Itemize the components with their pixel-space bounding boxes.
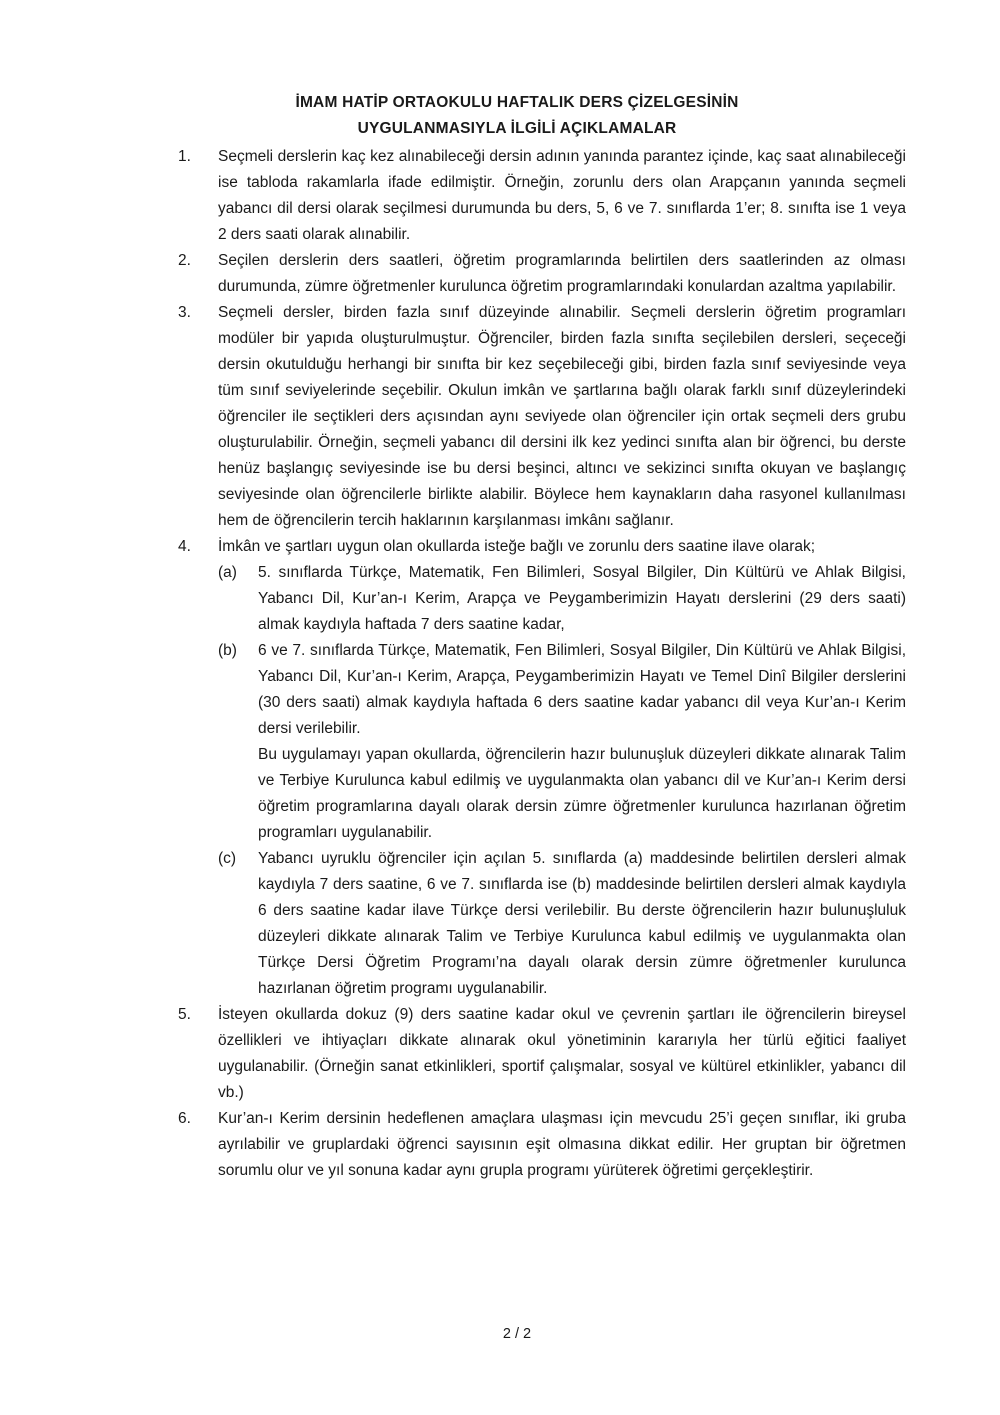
list-item-4 bbox=[178, 534, 906, 560]
subitem-letter: (c) bbox=[218, 850, 237, 867]
subitem-body bbox=[258, 638, 906, 846]
subitem-text: 5. sınıflarda Türkçe, Matematik, Fen Bilimleri, Sosyal Bilgiler, Din Kültürü ve Ahlak Bilgisi, Yabancı Dil, Kur’an-ı Kerim, Arapça ve Peygamberimizin Hayatı derslerini (29 ders saati) almak kaydıyla haftada 7 ders saatine kadar, bbox=[258, 564, 906, 633]
item-text: Kur’an-ı Kerim dersinin hedeflenen amaçlara ulaşması için mevcudu 25’i geçen sınıflar, iki gruba ayrılabilir ve gruplardaki öğrenci sayısının eşit olmasına dikkat edilir. Her gruptan bir öğretmen sorumlu olur ve yıl sonuna kadar aynı grupla programı yürüterek öğretimi gerçekleştirir. bbox=[218, 1110, 906, 1179]
document-content bbox=[128, 90, 906, 1184]
subitem-text-continued: Bu uygulamayı yapan okullarda, öğrencilerin hazır bulunuşluk düzeyleri dikkate alınarak Talim ve Terbiye Kurulunca kabul edilmiş ve uygulanmakta olan yabancı dil ve Kur’an-ı Kerim dersi öğretim programlarına dayalı olarak dersin zümre öğretmenler kurulunca hazırlanan öğretim programları uygulanabilir. bbox=[258, 746, 906, 841]
subitem-b bbox=[218, 638, 906, 846]
item-text: İmkân ve şartları uygun olan okullarda isteğe bağlı ve zorunlu ders saatine ilave olarak; bbox=[218, 538, 816, 555]
list-item-4-subitems bbox=[218, 560, 906, 1002]
title-line-2: UYGULANMASIYLA İLGİLİ AÇIKLAMALAR bbox=[357, 120, 677, 137]
item-number: 3. bbox=[178, 304, 191, 321]
list-item-6 bbox=[178, 1106, 906, 1184]
item-number: 1. bbox=[178, 148, 191, 165]
subitem-c bbox=[218, 846, 906, 1002]
item-text: Seçmeli derslerin kaç kez alınabileceği dersin adının yanında parantez içinde, kaç saat alınabileceği ise tabloda rakamlarla ifade edilmiştir. Örneğin, zorunlu ders olan Arapçanın yanında seçmeli yabancı dil dersi olarak seçilmesi durumunda bu ders, 5, 6 ve 7. sınıflarda 1’er; 8. sınıfta ise 1 veya 2 ders saati olarak alınabilir. bbox=[218, 148, 906, 243]
item-number: 6. bbox=[178, 1110, 191, 1127]
subitem-text: Yabancı uyruklu öğrenciler için açılan 5. sınıflarda (a) maddesinde belirtilen dersleri almak kaydıyla 7 ders saatine, 6 ve 7. sınıflarda ise (b) maddesinde belirtilen dersleri almak kaydıyla 6 ders saatine kadar ilave Türkçe dersi verilebilir. Bu derste öğrencilerin hazır bulunuşluluk düzeyleri dikkate alınarak Talim ve Terbiye Kurulunca kabul edilmiş ve uygulanmakta olan Türkçe Dersi Öğretim Programı’na dayalı olarak dersin zümre öğretmenler kurulunca hazırlanan öğretim programı uygulanabilir. bbox=[258, 850, 906, 997]
list-item-2 bbox=[178, 248, 906, 300]
document-title bbox=[128, 90, 906, 142]
item-text: İsteyen okullarda dokuz (9) ders saatine kadar okul ve çevrenin şartları ile öğrencilerin bireysel özellikleri ve ihtiyaçları dikkate alınarak okul yönetiminin kararıyla her türlü eğitici faaliyet uygulanabilir. (Örneğin sanat etkinlikleri, sportif çalışmalar, sosyal ve kültürel etkinlikler, yabancı dil vb.) bbox=[218, 1006, 906, 1101]
item-number: 2. bbox=[178, 252, 191, 269]
list-item-3 bbox=[178, 300, 906, 534]
subitem-letter: (b) bbox=[218, 642, 237, 659]
title-line-1: İMAM HATİP ORTAOKULU HAFTALIK DERS ÇİZELGESİNİN bbox=[295, 94, 739, 111]
list-item-1 bbox=[178, 144, 906, 248]
subitem-a bbox=[218, 560, 906, 638]
item-text: Seçmeli dersler, birden fazla sınıf düzeyinde alınabilir. Seçmeli derslerin öğretim programları modüler bir yapıda oluşturulmuştur. Öğrenciler, birden fazla sınıfta seçilebilen dersleri, seçeceği dersin okutulduğu herhangi bir sınıfta bir kez seçebileceği gibi, birden fazla sınıf seviyesinde veya tüm sınıf seviyelerinde seçebilir. Okulun imkân ve şartlarına bağlı olarak farklı sınıf düzeylerindeki öğrenciler ile seçtikleri ders açısından aynı seviyede olan öğrenciler için ortak seçmeli ders grubu oluşturulabilir. Örneğin, seçmeli yabancı dil dersini ilk kez yedinci sınıfta alan bir öğrenci, bu derste henüz başlangıç seviyesinde ise bu dersi beşinci, altıncı ve sekizinci sınıfta okuyan ve başlangıç seviyesinde olan öğrencilerle birlikte alabilir. Böylece hem kaynakların daha rasyonel kullanılması hem de öğrencilerin tercih haklarının karşılanması imkânı sağlanır. bbox=[218, 304, 906, 529]
list-item-5 bbox=[178, 1002, 906, 1106]
subitem-text: 6 ve 7. sınıflarda Türkçe, Matematik, Fen Bilimleri, Sosyal Bilgiler, Din Kültürü ve Ahlak Bilgisi, Yabancı Dil, Kur’an-ı Kerim, Arapça, Peygamberimizin Hayatı ve Temel Dinî Bilgiler derslerini (30 ders saati) almak kaydıyla haftada 6 ders saatine kadar yabancı dil veya Kur’an-ı Kerim dersi verilebilir. bbox=[258, 642, 906, 737]
subitem-letter: (a) bbox=[218, 564, 237, 581]
page-number: 2 / 2 bbox=[502, 1326, 532, 1342]
item-number: 4. bbox=[178, 538, 191, 555]
item-number: 5. bbox=[178, 1006, 191, 1023]
item-text: Seçilen derslerin ders saatleri, öğretim programlarında belirtilen ders saatlerinden az olması durumunda, zümre öğretmenler kurulunca öğretim programlarındaki konulardan azaltma yapılabilir. bbox=[218, 252, 906, 295]
